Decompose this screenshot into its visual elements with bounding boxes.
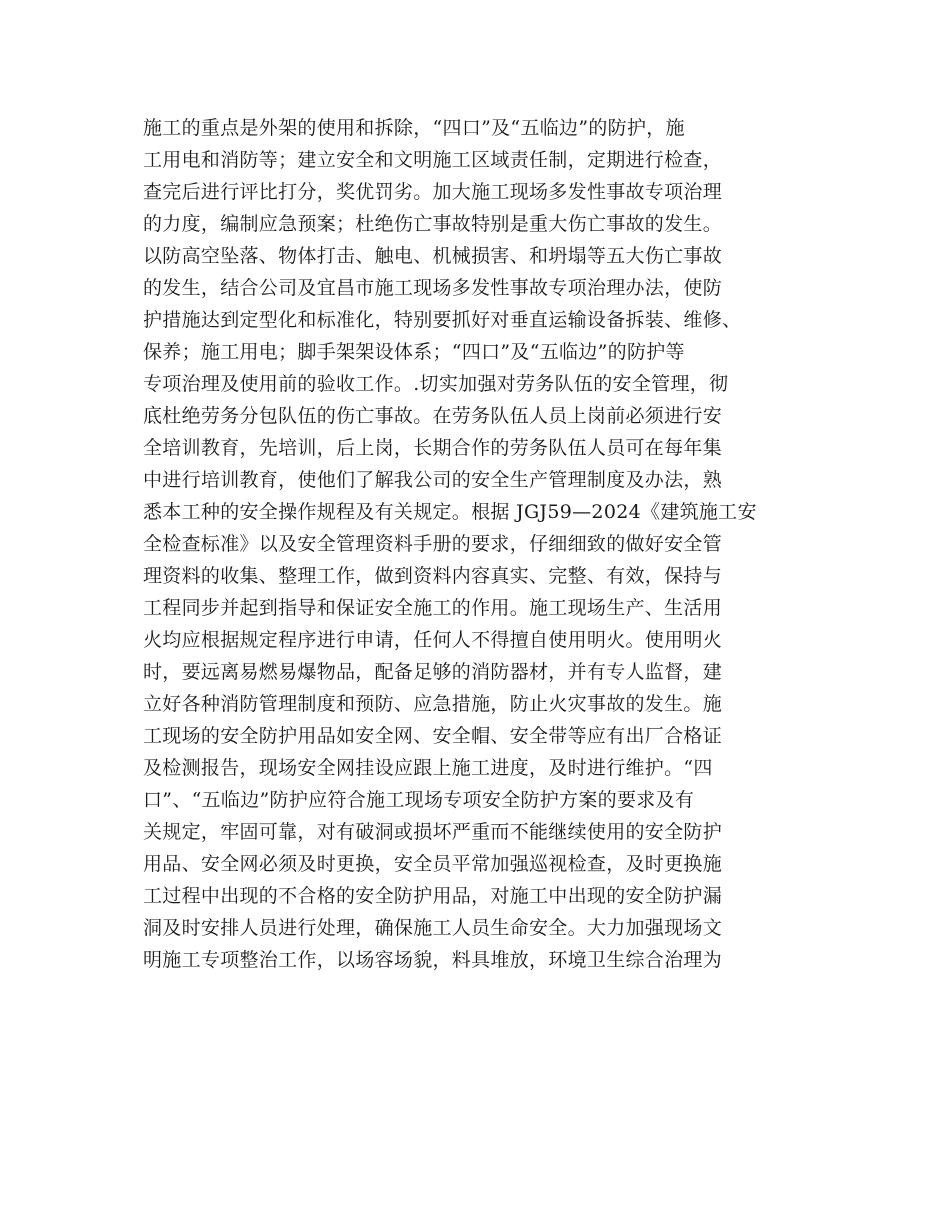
text-line: 理资料的收集、整理工作，做到资料内容真实、完整、有效，保持与 <box>143 565 723 587</box>
text-line: 查完后进行评比打分，奖优罚劣。加大施工现场多发性事故专项治理 <box>143 181 723 203</box>
text-line: 以防高空坠落、物体打击、触电、机械损害、和坍塌等五大伤亡事故 <box>143 245 723 267</box>
body-paragraph <box>143 112 813 976</box>
text-line: 及检测报告，现场安全网挂设应跟上施工进度，及时进行维护。“四 <box>143 757 713 779</box>
text-line: 立好各种消防管理制度和预防、应急措施，防止火灾事故的发生。施 <box>143 693 723 715</box>
text-line: 工用电和消防等；建立安全和文明施工区域责任制，定期进行检查， <box>143 149 723 171</box>
text-line: 全培训教育，先培训，后上岗，长期合作的劳务队伍人员可在每年集 <box>143 437 723 459</box>
text-line: 全检查标准》以及安全管理资料手册的要求，仔细细致的做好安全管 <box>143 533 723 555</box>
text-line: 火均应根据规定程序进行申请，任何人不得擅自使用明火。使用明火 <box>143 629 723 651</box>
text-line: 悉本工种的安全操作规程及有关规定。根据 JGJ59—2024《建筑施工安 <box>143 501 757 523</box>
text-line: 工现场的安全防护用品如安全网、安全帽、安全带等应有出厂合格证 <box>143 725 723 747</box>
text-line: 保养；施工用电；脚手架架设体系；“四口”及“五临边”的防护等 <box>143 341 685 363</box>
text-line: 专项治理及使用前的验收工作。.切实加强对劳务队伍的安全管理，彻 <box>143 373 729 395</box>
text-line: 时，要远离易燃易爆物品，配备足够的消防器材，并有专人监督，建 <box>143 661 723 683</box>
text-line: 用品、安全网必须及时更换，安全员平常加强巡视检查，及时更换施 <box>143 853 723 875</box>
text-line: 明施工专项整治工作，以场容场貌，料具堆放，环境卫生综合治理为 <box>143 949 723 971</box>
text-line: 关规定，牢固可靠，对有破洞或损坏严重而不能继续使用的安全防护 <box>143 821 723 843</box>
text-line: 洞及时安排人员进行处理，确保施工人员生命安全。大力加强现场文 <box>143 917 723 939</box>
text-line: 施工的重点是外架的使用和拆除，“四口”及“五临边”的防护，施 <box>143 117 685 139</box>
text-line: 底杜绝劳务分包队伍的伤亡事故。在劳务队伍人员上岗前必须进行安 <box>143 405 723 427</box>
text-line: 口”、“五临边”防护应符合施工现场专项安全防护方案的要求及有 <box>143 789 695 811</box>
text-line: 工程同步并起到指导和保证安全施工的作用。施工现场生产、生活用 <box>143 597 723 619</box>
text-line: 的发生，结合公司及宜昌市施工现场多发性事故专项治理办法，使防 <box>143 277 723 299</box>
text-line: 护措施达到定型化和标准化，特别要抓好对垂直运输设备拆装、维修、 <box>143 309 742 331</box>
text-line: 的力度，编制应急预案；杜绝伤亡事故特别是重大伤亡事故的发生。 <box>143 213 723 235</box>
text-line: 中进行培训教育，使他们了解我公司的安全生产管理制度及办法，熟 <box>143 469 723 491</box>
text-line: 工过程中出现的不合格的安全防护用品，对施工中出现的安全防护漏 <box>143 885 723 907</box>
